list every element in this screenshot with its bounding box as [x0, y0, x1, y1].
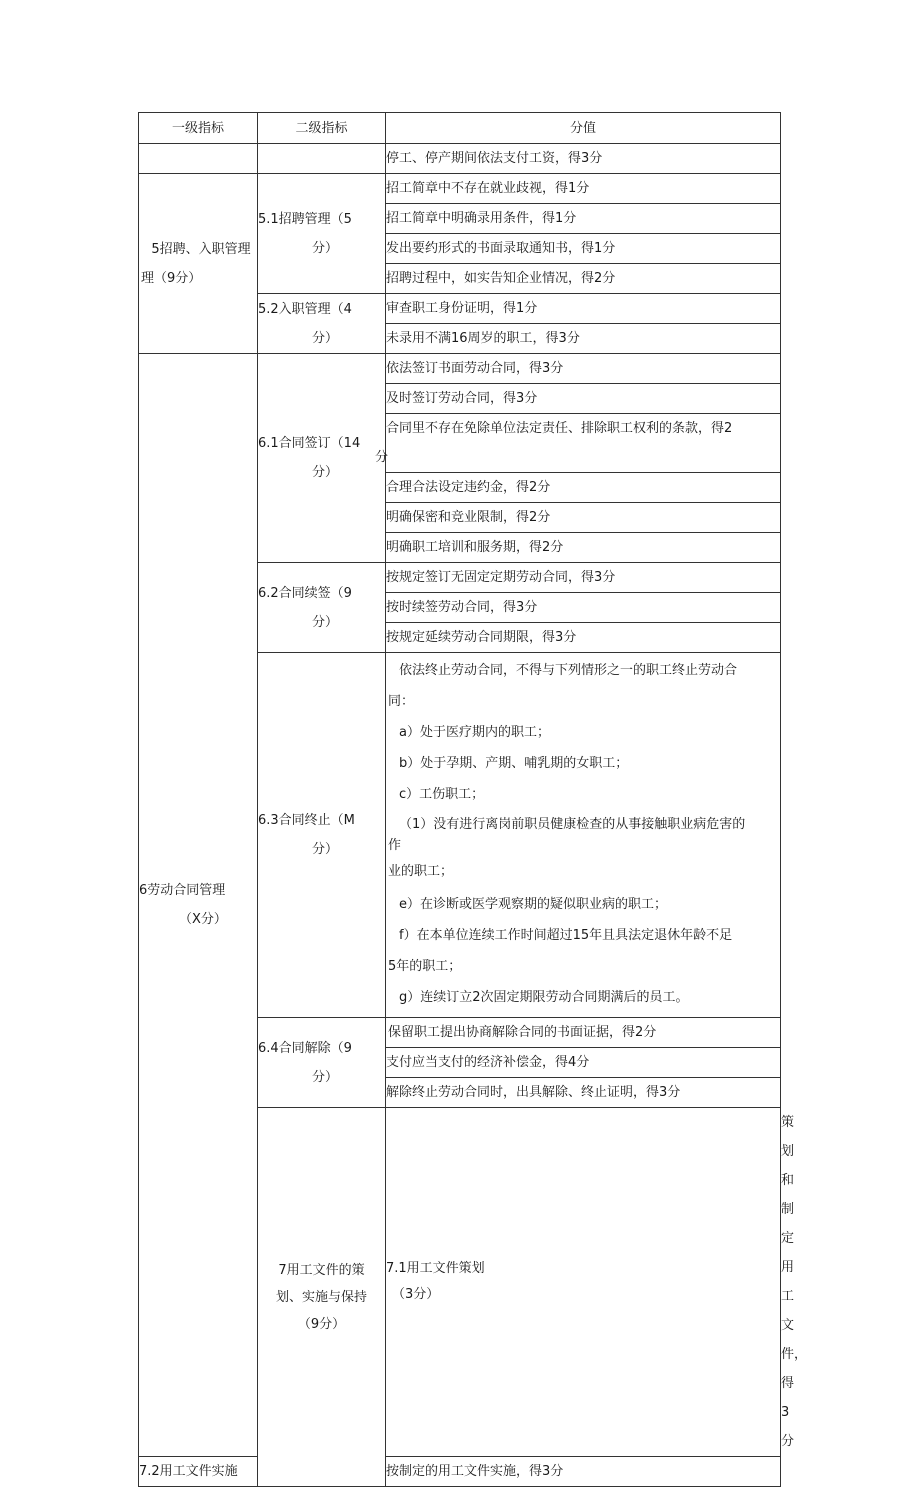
level2-cell-5-2: [258, 294, 386, 354]
score-cell: 审查职工身份证明，得1分: [386, 294, 781, 324]
score-line: f）在本单位连续工作时间超过15年且具法定退休年龄不足: [399, 928, 733, 943]
table-row: [139, 1457, 781, 1487]
level1-title: 6劳动合同管理: [139, 883, 226, 898]
score-line: 作: [388, 838, 402, 853]
level1-cell-5: [139, 174, 258, 354]
level2-title: 6.1合同签订（14: [258, 436, 361, 451]
score-line: b）处于孕期、产期、哺乳期的女职工；: [399, 756, 629, 771]
score-line: a）处于医疗期内的职工；: [399, 725, 550, 740]
empty-cell: [258, 144, 386, 174]
empty-cell: [139, 144, 258, 174]
level1-title: 理（9分）: [141, 270, 202, 286]
table-row: 7用工文件的策 划、实施与保持 （9分） 7.1用工文件策划 （3分） 策划和制定用工文件，得3分: [139, 1108, 781, 1457]
score-line: 5年的职工；: [388, 959, 462, 974]
level2-cell-6-3: [258, 653, 386, 1018]
score-line: 依法终止劳动合同，不得与下列情形之一的职工终止劳动合: [399, 663, 738, 678]
score-cell-termination: [386, 653, 781, 1018]
level2-title: （3分）: [392, 1287, 440, 1302]
level2-title: 5.1招聘管理（5: [258, 211, 352, 227]
level1-cell-7: [258, 1108, 386, 1487]
level2-cell-6-4: [258, 1018, 386, 1108]
score-cell: 支付应当支付的经济补偿金，得4分: [386, 1048, 781, 1078]
score-line: 同：: [388, 694, 415, 709]
level2-title: 6.3合同终止（M: [258, 813, 355, 828]
level2-title: 7.1用工文件策划: [386, 1261, 485, 1276]
score-cell: 明确保密和竞业限制，得2分: [386, 503, 781, 533]
score-cell: 依法签订书面劳动合同，得3分: [386, 354, 781, 384]
score-line: c）工伤职工；: [399, 787, 485, 802]
score-cell: 合理合法设定违约金，得2分: [386, 473, 781, 503]
score-cell: 解除终止劳动合同时，出具解除、终止证明，得3分: [386, 1078, 781, 1108]
score-cell: 停工、停产期间依法支付工资，得3分: [386, 144, 781, 174]
table-row: [139, 354, 781, 384]
score-line: 分: [375, 450, 389, 465]
score-line: 业的职工；: [388, 864, 454, 879]
score-cell: 未录用不满16周岁的职工，得3分: [386, 324, 781, 354]
score-cell: 按制定的用工文件实施，得3分: [386, 1457, 781, 1487]
scoring-table: [138, 112, 808, 1487]
score-line: （1）没有进行离岗前职员健康检查的从事接触职业病危害的: [399, 817, 746, 832]
level1-title: （X分）: [179, 912, 227, 927]
table-row: [139, 174, 781, 204]
level2-cell-7-2: 7.2用工文件实施: [139, 1457, 258, 1487]
score-cell: 按规定延续劳动合同期限，得3分: [386, 623, 781, 653]
level2-title: 6.4合同解除（9: [258, 1040, 352, 1056]
score-cell: 保留职工提出协商解除合同的书面证据，得2分: [386, 1018, 781, 1048]
score-cell: 按规定签订无固定定期劳动合同，得3分: [386, 563, 781, 593]
score-cell: 发出要约形式的书面录取通知书，得1分: [386, 234, 781, 264]
level2-cell-7-1: [386, 1108, 781, 1457]
level2-title: 分）: [312, 614, 339, 630]
level2-title: 分）: [312, 240, 339, 256]
level2-cell-5-1: [258, 174, 386, 294]
score-cell: 招工简章中明确录用条件，得1分: [386, 204, 781, 234]
level2-title: 6.2合同续签（9: [258, 585, 352, 601]
header-row: [139, 113, 781, 144]
header-score: 分值: [386, 113, 781, 144]
score-line: g）连续订立2次固定期限劳动合同期满后的员工。: [399, 990, 689, 1005]
score-line: e）在诊断或医学观察期的疑似职业病的职工；: [399, 897, 667, 912]
level2-title: 分）: [312, 1069, 339, 1085]
level1-title: （9分）: [297, 1316, 346, 1332]
level2-cell-6-1: [258, 354, 386, 563]
level2-cell-6-2: [258, 563, 386, 653]
score-cell: 按时续签劳动合同，得3分: [386, 593, 781, 623]
level2-title: 分）: [312, 842, 339, 857]
level2-title: 分）: [312, 330, 339, 346]
level1-title: 划、实施与保持: [275, 1289, 367, 1305]
score-cell: 明确职工培训和服务期，得2分: [386, 533, 781, 563]
level1-cell-6: [139, 354, 258, 1457]
score-cell: 及时签订劳动合同，得3分: [386, 384, 781, 414]
header-level1: 一级指标: [139, 113, 258, 144]
score-cell: [375, 414, 781, 473]
score-cell: 招聘过程中，如实告知企业情况，得2分: [386, 264, 781, 294]
table-row: [139, 144, 781, 174]
header-level2: 二级指标: [258, 113, 386, 144]
score-cell: 招工简章中不存在就业歧视，得1分: [386, 174, 781, 204]
level2-title: 5.2入职管理（4: [258, 301, 352, 317]
score-line: 合同里不存在免除单位法定责任、排除职工权利的条款，得2: [386, 421, 733, 436]
level1-title: 5招聘、入职管理: [151, 241, 251, 257]
level1-title: 7用工文件的策: [278, 1262, 365, 1278]
level2-title: 分）: [312, 465, 339, 480]
